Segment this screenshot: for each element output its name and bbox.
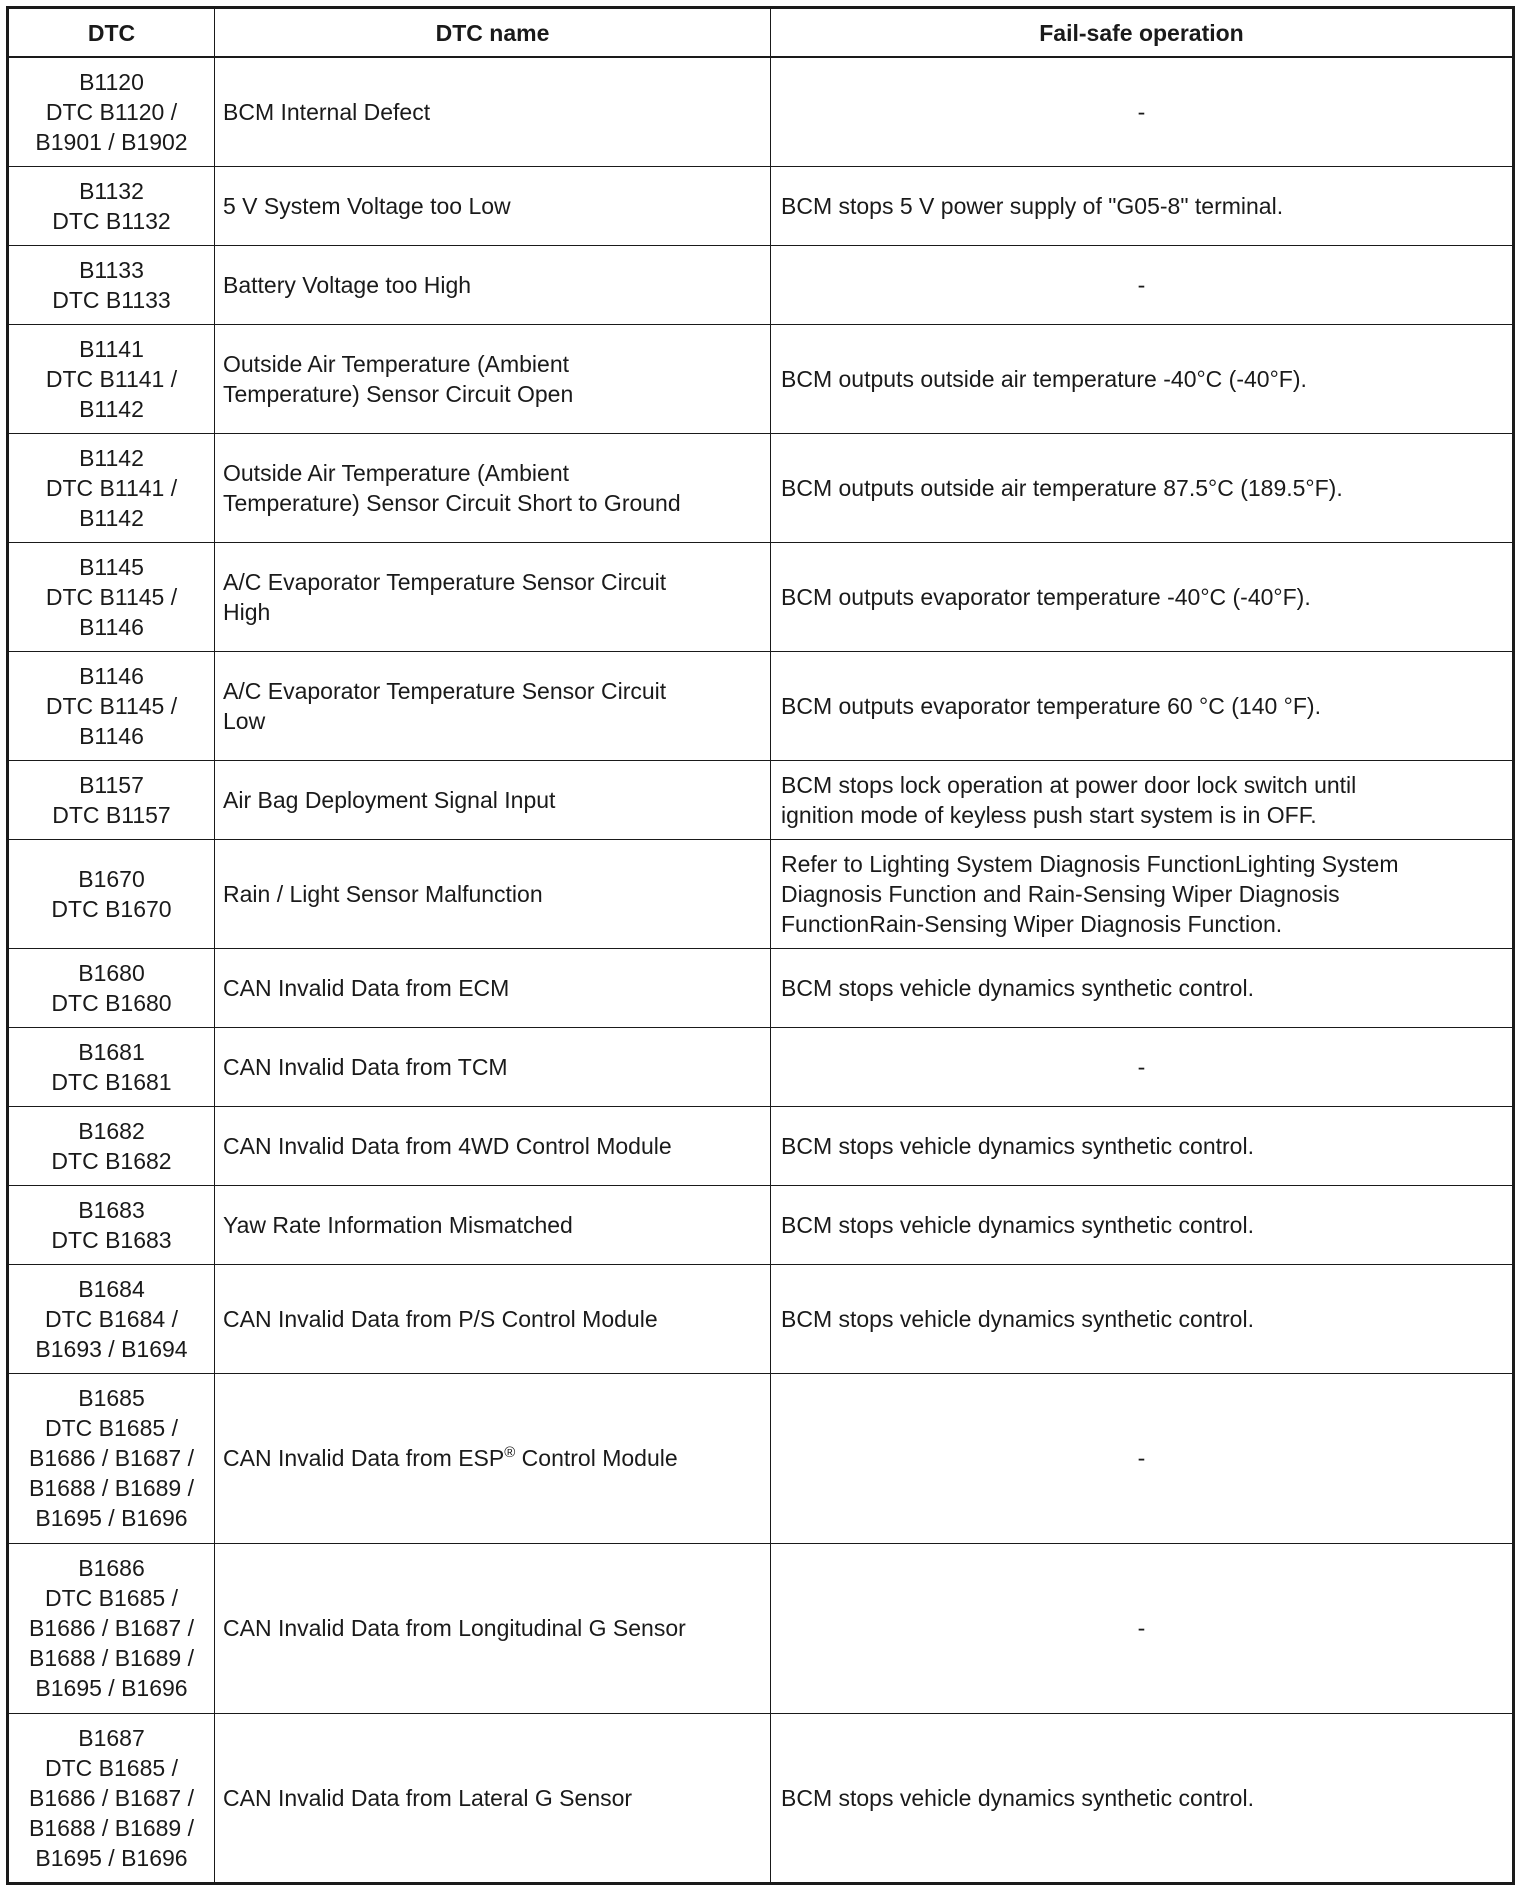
- dtc-name-cell: CAN Invalid Data from 4WD Control Module: [215, 1106, 771, 1185]
- table-row: [8, 57, 1514, 166]
- fail-safe-cell: BCM outputs outside air temperature 87.5°C (189.5°F).: [771, 433, 1514, 542]
- dtc-cell: B1141 DTC B1141 / B1142: [8, 324, 215, 433]
- dtc-name-cell: Rain / Light Sensor Malfunction: [215, 839, 771, 948]
- dtc-cell: B1686 DTC B1685 / B1686 / B1687 / B1688 / B1689 / B1695 / B1696: [8, 1543, 215, 1713]
- dtc-name-cell: Battery Voltage too High: [215, 245, 771, 324]
- dtc-cell: B1120 DTC B1120 / B1901 / B1902: [8, 57, 215, 166]
- fail-safe-cell: BCM stops vehicle dynamics synthetic control.: [771, 1264, 1514, 1373]
- dtc-cell: B1142 DTC B1141 / B1142: [8, 433, 215, 542]
- dtc-cell: B1687 DTC B1685 / B1686 / B1687 / B1688 / B1689 / B1695 / B1696: [8, 1713, 215, 1883]
- table-row: [8, 542, 1514, 651]
- header-fail-safe-operation: Fail-safe operation: [771, 8, 1514, 58]
- table-row: [8, 1373, 1514, 1543]
- header-dtc-name: DTC name: [215, 8, 771, 58]
- dtc-failsafe-table: [6, 6, 1515, 1885]
- dtc-cell: B1682 DTC B1682: [8, 1106, 215, 1185]
- fail-safe-cell: BCM stops vehicle dynamics synthetic control.: [771, 1713, 1514, 1883]
- dtc-cell: B1145 DTC B1145 / B1146: [8, 542, 215, 651]
- table-row: [8, 166, 1514, 245]
- dtc-name-cell: BCM Internal Defect: [215, 57, 771, 166]
- dtc-cell: B1681 DTC B1681: [8, 1027, 215, 1106]
- table-row: [8, 760, 1514, 839]
- fail-safe-cell: -: [771, 245, 1514, 324]
- dtc-name-cell: CAN Invalid Data from ECM: [215, 948, 771, 1027]
- table-row: [8, 245, 1514, 324]
- fail-safe-cell: -: [771, 57, 1514, 166]
- dtc-cell: B1680 DTC B1680: [8, 948, 215, 1027]
- dtc-cell: B1684 DTC B1684 / B1693 / B1694: [8, 1264, 215, 1373]
- dtc-name-cell: Outside Air Temperature (Ambient Temperature) Sensor Circuit Short to Ground: [215, 433, 771, 542]
- dtc-name-cell: Yaw Rate Information Mismatched: [215, 1185, 771, 1264]
- table-row: [8, 433, 1514, 542]
- table-row: [8, 839, 1514, 948]
- table-row: [8, 651, 1514, 760]
- fail-safe-cell: BCM stops 5 V power supply of "G05-8" terminal.: [771, 166, 1514, 245]
- table-row: [8, 324, 1514, 433]
- fail-safe-cell: -: [771, 1543, 1514, 1713]
- dtc-name-cell: A/C Evaporator Temperature Sensor Circuit High: [215, 542, 771, 651]
- fail-safe-cell: BCM outputs evaporator temperature -40°C (-40°F).: [771, 542, 1514, 651]
- registered-trademark-symbol: ®: [504, 1444, 516, 1461]
- dtc-cell: B1683 DTC B1683: [8, 1185, 215, 1264]
- fail-safe-cell: BCM stops vehicle dynamics synthetic control.: [771, 948, 1514, 1027]
- dtc-name-prefix: CAN Invalid Data from ESP: [223, 1445, 505, 1471]
- dtc-cell: B1146 DTC B1145 / B1146: [8, 651, 215, 760]
- table-row: [8, 1713, 1514, 1883]
- dtc-cell: B1132 DTC B1132: [8, 166, 215, 245]
- fail-safe-cell: BCM stops vehicle dynamics synthetic control.: [771, 1106, 1514, 1185]
- dtc-name-cell: CAN Invalid Data from Lateral G Sensor: [215, 1713, 771, 1883]
- table-header-row: [8, 8, 1514, 58]
- fail-safe-cell: -: [771, 1373, 1514, 1543]
- fail-safe-cell: -: [771, 1027, 1514, 1106]
- fail-safe-cell: BCM outputs evaporator temperature 60 °C (140 °F).: [771, 651, 1514, 760]
- dtc-name-cell: CAN Invalid Data from TCM: [215, 1027, 771, 1106]
- fail-safe-cell: BCM stops lock operation at power door lock switch until ignition mode of keyless push start system is in OFF.: [771, 760, 1514, 839]
- dtc-name-cell: 5 V System Voltage too Low: [215, 166, 771, 245]
- table-row: [8, 1543, 1514, 1713]
- dtc-name-cell: CAN Invalid Data from Longitudinal G Sensor: [215, 1543, 771, 1713]
- dtc-cell: B1133 DTC B1133: [8, 245, 215, 324]
- dtc-cell: B1670 DTC B1670: [8, 839, 215, 948]
- dtc-name-suffix: Control Module: [515, 1445, 678, 1471]
- table-row: [8, 1106, 1514, 1185]
- dtc-name-cell: Air Bag Deployment Signal Input: [215, 760, 771, 839]
- table-row: [8, 1264, 1514, 1373]
- dtc-name-cell: A/C Evaporator Temperature Sensor Circuit Low: [215, 651, 771, 760]
- fail-safe-cell: Refer to Lighting System Diagnosis FunctionLighting System Diagnosis Function and Rain-Sensing Wiper Diagnosis FunctionRain-Sensing Wiper Diagnosis Function.: [771, 839, 1514, 948]
- table-row: [8, 1027, 1514, 1106]
- table-row: [8, 1185, 1514, 1264]
- fail-safe-cell: BCM outputs outside air temperature -40°C (-40°F).: [771, 324, 1514, 433]
- fail-safe-cell: BCM stops vehicle dynamics synthetic control.: [771, 1185, 1514, 1264]
- dtc-name-cell: CAN Invalid Data from P/S Control Module: [215, 1264, 771, 1373]
- dtc-cell: B1685 DTC B1685 / B1686 / B1687 / B1688 / B1689 / B1695 / B1696: [8, 1373, 215, 1543]
- dtc-name-cell: Outside Air Temperature (Ambient Temperature) Sensor Circuit Open: [215, 324, 771, 433]
- dtc-cell: B1157 DTC B1157: [8, 760, 215, 839]
- dtc-name-cell: [215, 1373, 771, 1543]
- header-dtc: DTC: [8, 8, 215, 58]
- table-row: [8, 948, 1514, 1027]
